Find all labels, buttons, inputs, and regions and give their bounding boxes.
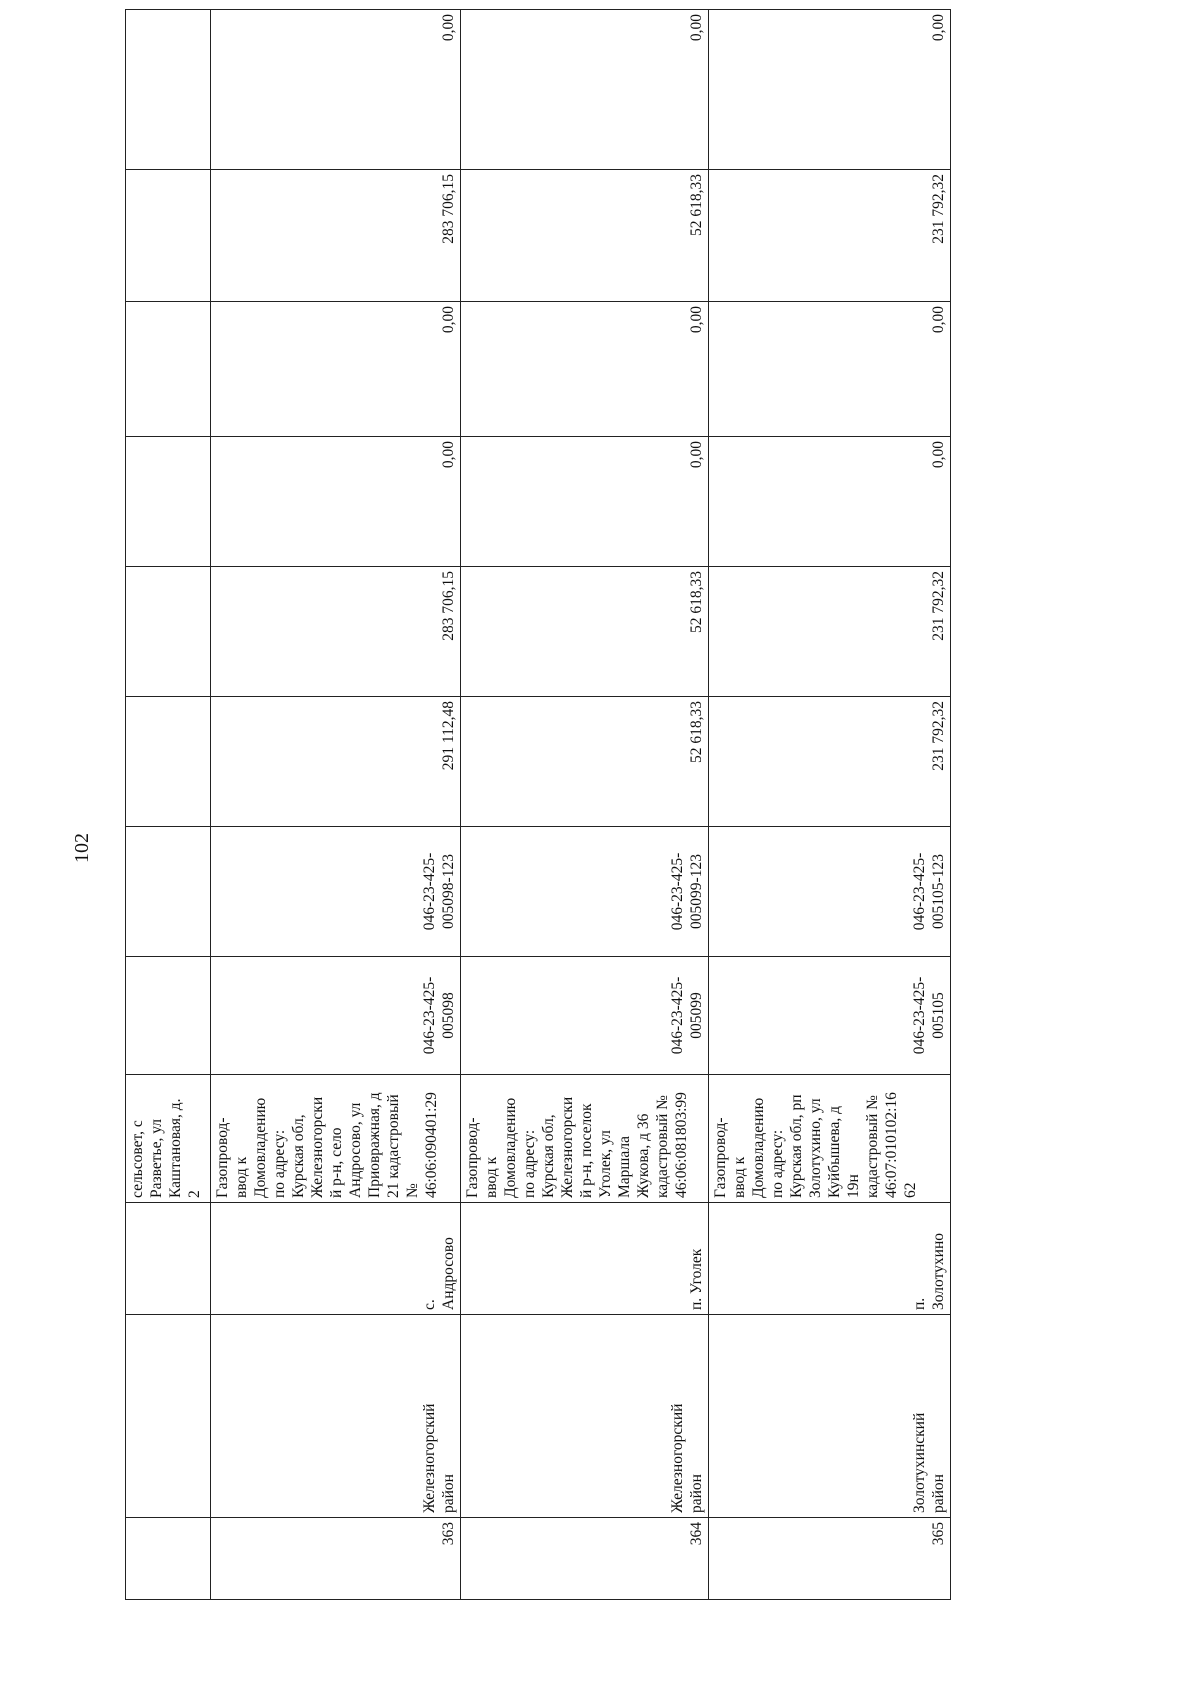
table-row (211, 10, 461, 1600)
continuation-row (126, 10, 211, 1600)
cell-code2: 046-23-425- 005105-123 (709, 827, 951, 957)
cell-settlement (126, 1203, 211, 1315)
cell-v1: 52 618,33 (461, 697, 709, 827)
cell-district: Золотухинский район (709, 1315, 951, 1518)
cell-code1: 046-23-425- 005098 (211, 957, 461, 1075)
cell-v4 (126, 302, 211, 437)
cell-v3: 0,00 (211, 437, 461, 567)
cell-district: Железногорский район (461, 1315, 709, 1518)
cell-v2 (126, 567, 211, 697)
table-row (709, 10, 951, 1600)
cell-v4: 0,00 (709, 302, 951, 437)
cell-district: Железногорский район (211, 1315, 461, 1518)
cell-description: Газопровод- ввод к Домовладению по адресу: Курская обл, рп Золотухино, ул Куйбышева, д 19н кадастровый № 46:07:010102:16 62 (709, 1075, 951, 1203)
page-number: 102 (71, 833, 93, 863)
cell-description: Газопровод- ввод к Домовладению по адресу: Курская обл, Железногорски й р-н, село Андросово, ул Приовражная, д 21 кадастровый № 46:06:090401:29 (211, 1075, 461, 1203)
cell-v2: 52 618,33 (461, 567, 709, 697)
rotated-table-wrapper (125, 14, 950, 1600)
cell-settlement: п. Золотухино (709, 1203, 951, 1315)
cell-code1: 046-23-425- 005105 (709, 957, 951, 1075)
cell-v1 (126, 697, 211, 827)
table-row (461, 10, 709, 1600)
cell-v6: 0,00 (709, 10, 951, 170)
cell-address: сельсовет, с Разветье, ул Каштановая, д. 2 (126, 1075, 211, 1203)
cell-v6: 0,00 (461, 10, 709, 170)
cell-num: 365 (709, 1518, 951, 1600)
cell-v3: 0,00 (461, 437, 709, 567)
cell-district (126, 1315, 211, 1518)
cell-code2: 046-23-425- 005098-123 (211, 827, 461, 957)
cell-num: 364 (461, 1518, 709, 1600)
cell-code2: 046-23-425- 005099-123 (461, 827, 709, 957)
cell-v3: 0,00 (709, 437, 951, 567)
cell-v1: 231 792,32 (709, 697, 951, 827)
cell-v4: 0,00 (461, 302, 709, 437)
cell-v5: 231 792,32 (709, 170, 951, 302)
cell-settlement: с. Андросово (211, 1203, 461, 1315)
cell-num: 363 (211, 1518, 461, 1600)
cell-v2: 283 706,15 (211, 567, 461, 697)
cell-v5: 52 618,33 (461, 170, 709, 302)
cell-code1 (126, 957, 211, 1075)
cell-v6: 0,00 (211, 10, 461, 170)
cell-v4: 0,00 (211, 302, 461, 437)
cell-v5 (126, 170, 211, 302)
cell-v6 (126, 10, 211, 170)
assets-table (125, 9, 951, 1600)
cell-code1: 046-23-425- 005099 (461, 957, 709, 1075)
cell-code2 (126, 827, 211, 957)
cell-num (126, 1518, 211, 1600)
cell-v1: 291 112,48 (211, 697, 461, 827)
cell-description: Газопровод- ввод к Домовладению по адресу: Курская обл, Железногорски й р-н, поселок Уголек, ул Маршала Жукова, д 36 кадастровый № 46:06:081803:99 (461, 1075, 709, 1203)
cell-v3 (126, 437, 211, 567)
cell-v5: 283 706,15 (211, 170, 461, 302)
cell-settlement: п. Уголек (461, 1203, 709, 1315)
cell-v2: 231 792,32 (709, 567, 951, 697)
